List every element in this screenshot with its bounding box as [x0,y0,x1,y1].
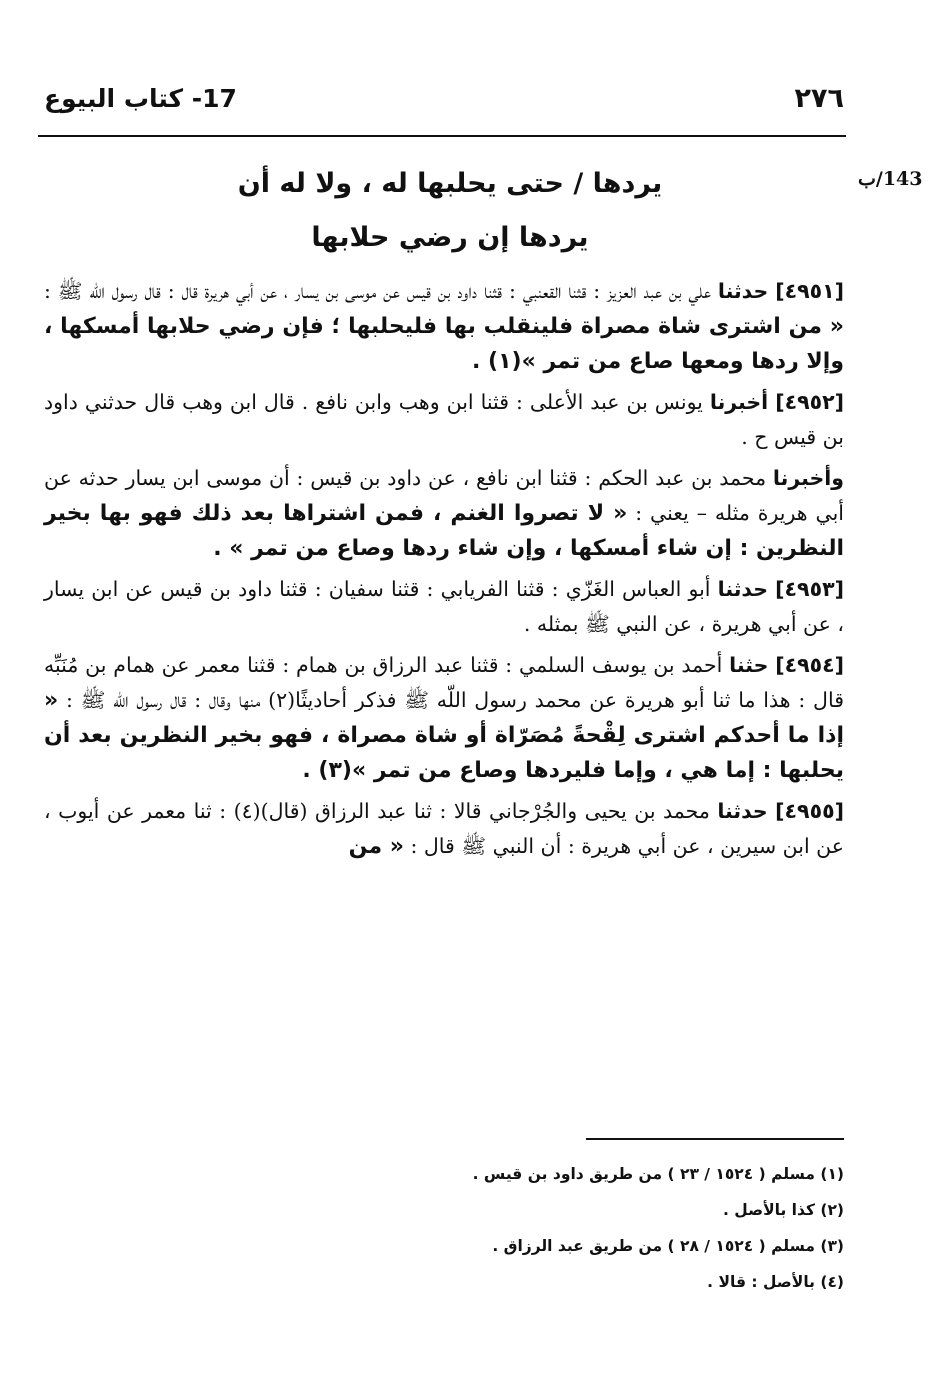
hadith-text: « من [348,834,404,859]
hadith-paragraph-4951 [44,274,844,379]
isnad-text: محمد بن عبد الحكم : قثنا ابن نافع ، عن داود بن قيس : أن موسى ابن يسار حدثه عن أبي هريرة مثله – يعني : [44,466,844,525]
hadith-text: « إذا ما أحدكم اشترى لِقْحةً مُصَرّاة أو شاة مصراة ، فهو بخير النظرين بعد أن يحلبها : إما هي ، وإما فليردها وصاع من تمر »(٣) . [44,688,844,783]
isnad-text: يونس بن عبد الأعلى : قثنا ابن وهب وابن نافع . قال ابن وهب قال حدثني داود بن قيس ح . [44,390,844,449]
footnote-2: (٢) كذا بالأصل . [723,1201,844,1219]
hadith-paragraph-4952-b [44,461,844,566]
isnad-text: أبو العباس الغَزّي : قثنا الفريابي : قثنا سفيان : قثنا داود بن قيس عن ابن يسار ، عن أبي هريرة ، عن النبي ﷺ بمثله . [44,577,844,636]
manuscript-folio-note: 143/ب [858,168,923,190]
hadith-number: [٤٩٥٥] [775,799,844,823]
page-number: ٢٧٦ [794,82,844,114]
page-header [44,78,844,118]
isnad-text: محمد بن يحيى والجُرْجاني قالا : ثنا عبد الرزاق (قال)(٤) : ثنا معمر عن أيوب ، عن ابن سيرين ، عن أبي هريرة : أن النبي ﷺ قال : [44,799,844,858]
hadith-number: [٤٩٥٤] [775,653,844,677]
transmission-verb: وأخبرنا [772,466,844,490]
footnote-1: (١) مسلم ( ١٥٢٤ / ٢٣ ) من طريق داود بن قيس . [472,1165,844,1183]
isnad-text: أحمد بن يوسف السلمي : قثنا عبد الرزاق بن همام : قثنا معمر عن همام بن مُنَبِّه قال : هذا ما ثنا أبو هريرة عن محمد رسول اللّه ﷺ فذكر أحاديثًا(٢) منها وقال : قال رسول اللّه ﷺ : [44,653,844,712]
transmission-verb: حدثنا [717,799,768,823]
footnote-4: (٤) بالأصل : قالا . [707,1273,844,1291]
hadith-number: [٤٩٥١] [775,279,844,303]
chapter-title: 17- كتاب البيوع [44,83,237,113]
hadith-paragraph-4955 [44,794,844,864]
footnote-3: (٣) مسلم ( ١٥٢٤ / ٢٨ ) من طريق عبد الرزاق . [492,1237,844,1255]
header-divider [38,135,846,137]
hadith-text: « لا تصروا الغنم ، فمن اشتراها بعد ذلك فهو بها بخير النظرين : إن شاء أمسكها ، وإن شاء ردها وصاع من تمر » . [44,501,844,561]
hadith-paragraph-4952 [44,385,844,455]
main-text [44,274,844,870]
hadith-number: [٤٩٥٣] [775,577,844,601]
transmission-verb: حدثنا [717,279,769,303]
transmission-verb: حثنا [729,653,769,677]
hadith-paragraph-4953 [44,572,844,642]
transmission-verb: حدثنا [717,577,769,601]
footnotes [44,1156,844,1300]
hadith-paragraph-4954 [44,648,844,788]
isnad-text: علي بن عبد العزيز : قثنا القعنبي : قثنا داود بن قيس عن موسى بن يسار ، عن أبي هريرة قال : قال رسول اللّه ﷺ : [44,279,711,303]
hadith-number: [٤٩٥٢] [775,390,844,414]
footnote-divider [586,1138,844,1140]
section-title-line-1: يردها / حتى يحلبها له ، ولا له أن [237,168,663,199]
hadith-text: « من اشترى شاة مصراة فلينقلب بها فليحلبها ؛ فإن رضي حلابها أمسكها ، وإلا ردها ومعها صاع من تمر »(١) . [44,314,844,374]
section-title-line-2: يردها إن رضي حلابها [311,222,589,253]
transmission-verb: أخبرنا [709,390,769,414]
